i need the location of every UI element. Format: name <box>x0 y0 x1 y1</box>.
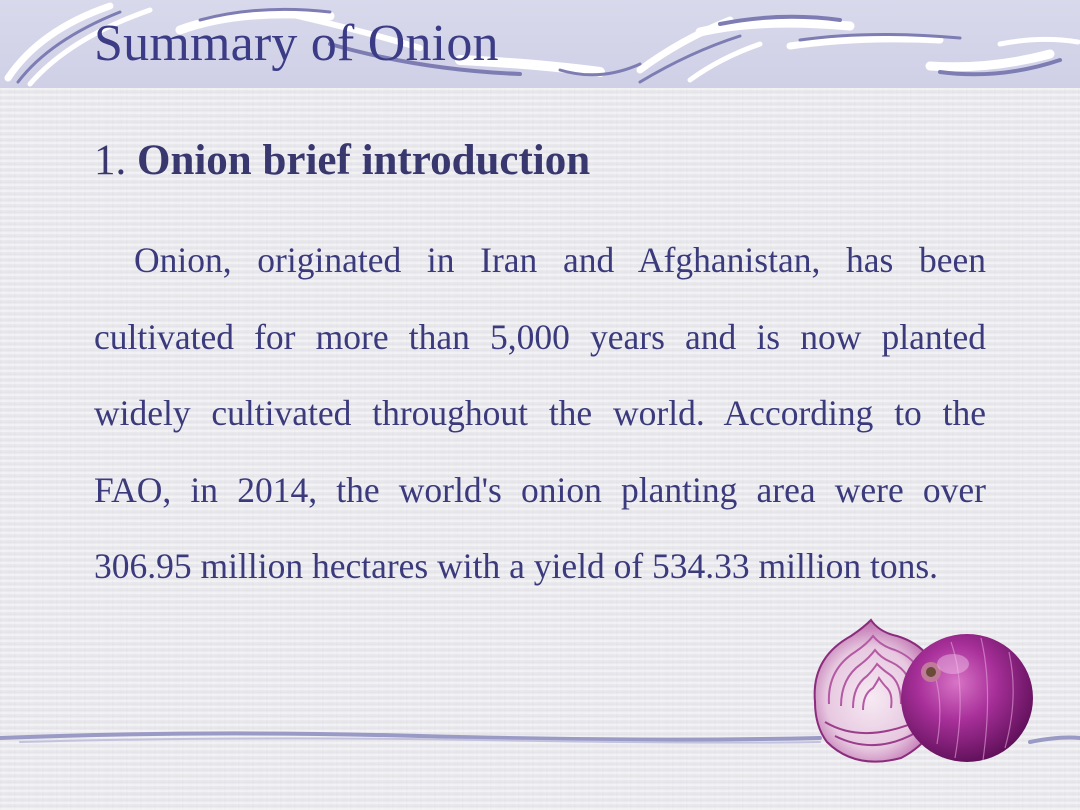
section-heading-text: Onion brief introduction <box>137 137 591 184</box>
body-paragraph: Onion, originated in Iran and Afghanistan, has been cultivated for more than 5,000 years and is now planted widely cultivated throughout the world. According to the FAO, in 2014, the world's onion planting area were over 306.95 million hectares with a yield of 534.33 million tons. <box>94 240 986 586</box>
onion-image <box>805 618 1040 768</box>
whole-onion <box>901 634 1033 762</box>
section-heading <box>94 136 590 185</box>
slide-title: Summary of Onion <box>94 15 499 72</box>
section-number: 1. <box>94 137 127 184</box>
